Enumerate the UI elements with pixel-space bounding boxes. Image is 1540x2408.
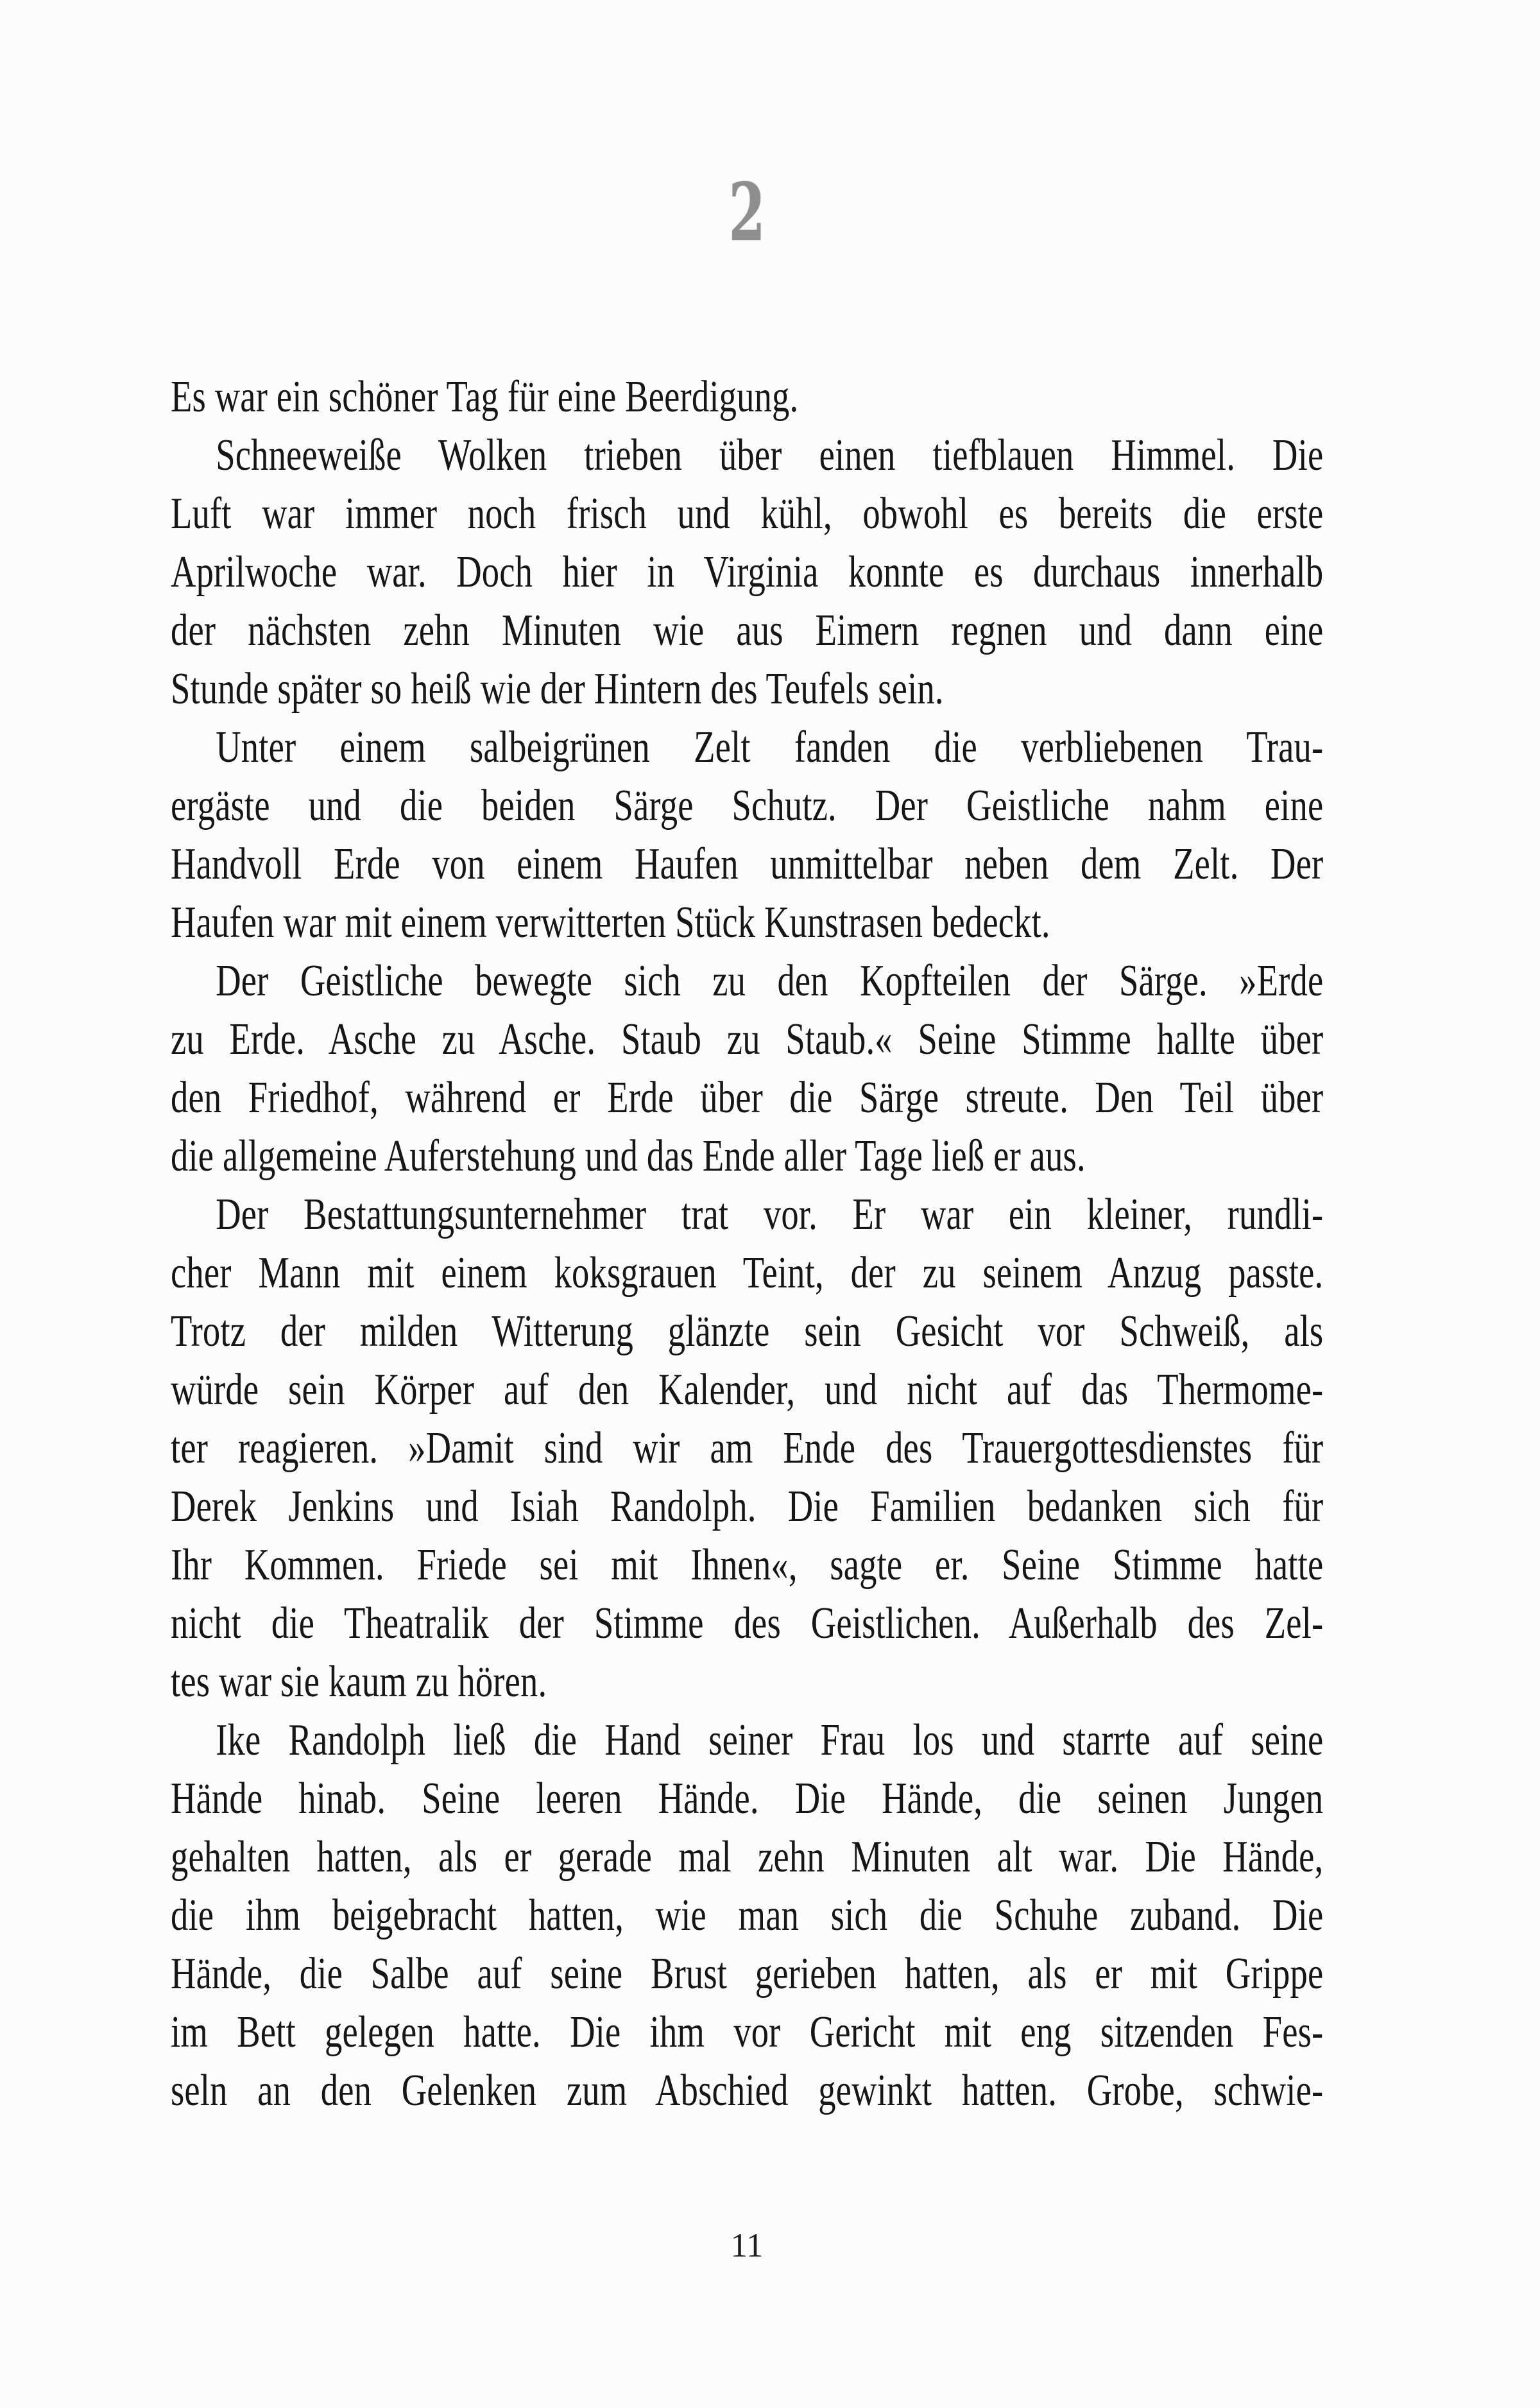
text-line: Der Bestattungsunternehmer trat vor. Er war ein kleiner, rundli- [216, 1190, 1324, 1239]
text-line: Hände hinab. Seine leeren Hände. Die Hände, die seinen Jungen [171, 1774, 1324, 1823]
text-line: Derek Jenkins und Isiah Randolph. Die Familien bedanken sich für [171, 1482, 1324, 1531]
text-line: im Bett gelegen hatte. Die ihm vor Gericht mit eng sitzenden Fes- [171, 2008, 1324, 2057]
text-line: cher Mann mit einem koksgrauen Teint, der zu seinem Anzug passte. [171, 1248, 1324, 1298]
text-line: Aprilwoche war. Doch hier in Virginia konnte es durchaus innerhalb [171, 547, 1324, 597]
text-line: Schneeweiße Wolken trieben über einen tiefblauen Himmel. Die [216, 431, 1324, 480]
text-line: Haufen war mit einem verwitterten Stück Kunstrasen bedeckt. [171, 898, 1050, 947]
text-line: zu Erde. Asche zu Asche. Staub zu Staub.« Seine Stimme hallte über [171, 1015, 1324, 1064]
text-line: den Friedhof, während er Erde über die Särge streute. Den Teil über [171, 1073, 1324, 1122]
text-line: tes war sie kaum zu hören. [171, 1657, 547, 1707]
text-line: würde sein Körper auf den Kalender, und nicht auf das Thermome- [171, 1365, 1324, 1415]
body-text [171, 368, 1323, 2120]
text-line: Ike Randolph ließ die Hand seiner Frau los und starrte auf seine [216, 1716, 1324, 1765]
text-line: Es war ein schöner Tag für eine Beerdigung. [171, 372, 799, 422]
chapter-heading [171, 166, 1323, 259]
chapter-number-numeral: 2 [728, 166, 766, 259]
text-line: die allgemeine Auferstehung und das Ende aller Tage ließ er aus. [171, 1131, 1086, 1181]
page-number: 11 [730, 2227, 764, 2264]
text-line: Stunde später so heiß wie der Hintern des Teufels sein. [171, 664, 944, 714]
text-line: Trotz der milden Witterung glänzte sein Gesicht vor Schweiß, als [171, 1307, 1324, 1356]
text-line: Der Geistliche bewegte sich zu den Kopfteilen der Särge. »Erde [216, 956, 1324, 1006]
text-line: Luft war immer noch frisch und kühl, obwohl es bereits die erste [171, 489, 1324, 538]
text-line: gehalten hatten, als er gerade mal zehn Minuten alt war. Die Hände, [171, 1832, 1324, 1882]
text-line: die ihm beigebracht hatten, wie man sich die Schuhe zuband. Die [171, 1891, 1324, 1940]
text-line: der nächsten zehn Minuten wie aus Eimern regnen und dann eine [171, 606, 1324, 655]
body-text-column [171, 368, 1323, 2120]
text-line: Hände, die Salbe auf seine Brust gerieben hatten, als er mit Grippe [171, 1949, 1324, 1999]
text-line: seln an den Gelenken zum Abschied gewinkt hatten. Grobe, schwie- [171, 2066, 1324, 2115]
text-line: Ihr Kommen. Friede sei mit Ihnen«, sagte er. Seine Stimme hatte [171, 1540, 1324, 1590]
text-line: Unter einem salbeigrünen Zelt fanden die verbliebenen Trau- [216, 723, 1324, 772]
text-line: nicht die Theatralik der Stimme des Geistlichen. Außerhalb des Zel- [171, 1599, 1324, 1648]
text-line: Handvoll Erde von einem Haufen unmittelbar neben dem Zelt. Der [171, 839, 1324, 889]
text-line: ergäste und die beiden Särge Schutz. Der Geistliche nahm eine [171, 781, 1324, 830]
text-line: ter reagieren. »Damit sind wir am Ende des Trauergottesdienstes für [171, 1423, 1324, 1473]
